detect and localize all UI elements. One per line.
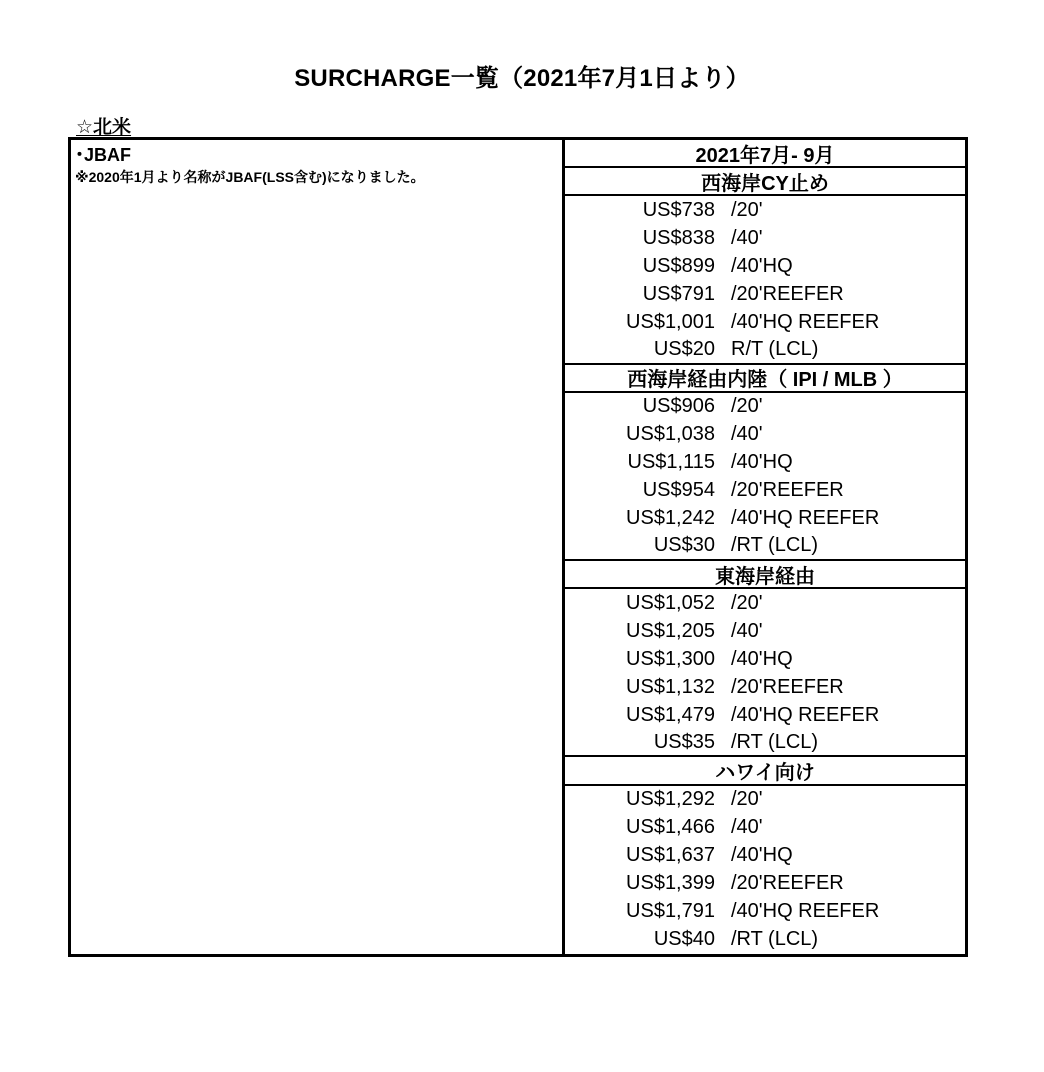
rate-unit: /20' xyxy=(731,395,763,418)
rate-row xyxy=(565,589,965,617)
rate-row xyxy=(565,393,965,421)
rate-unit: /20'REEFER xyxy=(731,675,844,698)
rate-amount: US$1,399 xyxy=(626,872,715,895)
rate-amount: US$1,791 xyxy=(626,900,715,923)
rate-amount: US$1,001 xyxy=(626,310,715,333)
route-heading: 東海岸経由 xyxy=(565,561,965,589)
rate-row xyxy=(565,701,965,729)
rate-amount: US$1,300 xyxy=(626,647,715,670)
rate-row xyxy=(565,533,965,561)
rate-unit: /40' xyxy=(731,619,763,642)
rate-row xyxy=(565,814,965,842)
rate-amount: US$738 xyxy=(642,198,715,221)
rate-amount: US$1,637 xyxy=(626,844,715,867)
rate-amount: US$1,205 xyxy=(626,619,715,642)
rate-row xyxy=(565,898,965,926)
rate-row xyxy=(565,252,965,280)
route-heading: 西海岸CY止め xyxy=(565,168,965,196)
surcharge-table xyxy=(68,137,968,957)
rate-row xyxy=(565,337,965,365)
rate-row xyxy=(565,786,965,814)
rate-unit: /40'HQ xyxy=(731,647,793,670)
rate-unit: /20'REEFER xyxy=(731,479,844,502)
rate-row xyxy=(565,926,965,954)
rate-amount: US$35 xyxy=(653,730,715,753)
product-name: ･JBAF xyxy=(75,145,132,165)
route-heading: ハワイ向け xyxy=(565,757,965,785)
rate-row xyxy=(565,224,965,252)
rate-row xyxy=(565,308,965,336)
rate-unit: /40'HQ xyxy=(731,451,793,474)
rate-row xyxy=(565,729,965,757)
rate-amount: US$906 xyxy=(642,395,715,418)
rate-row xyxy=(565,673,965,701)
rate-amount: US$791 xyxy=(642,282,715,305)
rate-unit: /RT (LCL) xyxy=(731,534,819,557)
page-title: SURCHARGE一覧（2021年7月1日より） xyxy=(294,65,750,92)
rate-unit: /20'REEFER xyxy=(731,282,844,305)
rate-row xyxy=(565,505,965,533)
rate-unit: /40' xyxy=(731,226,763,249)
rate-amount: US$1,052 xyxy=(626,591,715,614)
rate-amount: US$1,466 xyxy=(626,816,715,839)
rate-amount: US$20 xyxy=(653,338,715,361)
rate-unit: /20'REEFER xyxy=(731,872,844,895)
period-header: 2021年7月- 9月 xyxy=(565,140,965,168)
rate-row xyxy=(565,842,965,870)
rate-unit: R/T (LCL) xyxy=(731,338,819,361)
rate-amount: US$954 xyxy=(642,479,715,502)
rate-amount: US$1,115 xyxy=(627,451,715,474)
rate-unit: /RT (LCL) xyxy=(731,928,819,951)
rate-unit: /40'HQ REEFER xyxy=(731,310,880,333)
rate-row xyxy=(565,196,965,224)
rate-amount: US$30 xyxy=(653,534,715,557)
rate-row xyxy=(565,449,965,477)
rate-row xyxy=(565,617,965,645)
rate-unit: /20' xyxy=(731,198,763,221)
product-note: ※2020年1月より名称がJBAF(LSS含む)になりました。 xyxy=(75,169,425,185)
rate-unit: /RT (LCL) xyxy=(731,730,819,753)
rate-row xyxy=(565,280,965,308)
rate-amount: US$40 xyxy=(653,928,715,951)
rate-unit: /40'HQ xyxy=(731,844,793,867)
rate-row xyxy=(565,421,965,449)
rate-row xyxy=(565,477,965,505)
region-heading: ☆北米 xyxy=(76,117,132,138)
rate-unit: /40'HQ REEFER xyxy=(731,507,880,530)
rate-unit: /20' xyxy=(731,591,763,614)
rate-unit: /40'HQ xyxy=(731,254,793,277)
route-heading: 西海岸経由内陸（ IPI / MLB ） xyxy=(565,365,965,393)
rate-amount: US$899 xyxy=(642,254,715,277)
rate-row xyxy=(565,645,965,673)
rate-amount: US$1,479 xyxy=(626,703,715,726)
rate-unit: /40' xyxy=(731,423,763,446)
rate-amount: US$1,242 xyxy=(626,507,715,530)
rate-unit: /20' xyxy=(731,788,763,811)
rate-amount: US$838 xyxy=(642,226,715,249)
rate-unit: /40'HQ REEFER xyxy=(731,900,880,923)
product-cell xyxy=(71,140,565,954)
rate-amount: US$1,038 xyxy=(626,423,715,446)
rate-unit: /40' xyxy=(731,816,763,839)
rates-column xyxy=(565,140,965,954)
rate-amount: US$1,292 xyxy=(626,788,715,811)
rate-amount: US$1,132 xyxy=(626,675,715,698)
rate-unit: /40'HQ REEFER xyxy=(731,703,880,726)
rate-row xyxy=(565,870,965,898)
